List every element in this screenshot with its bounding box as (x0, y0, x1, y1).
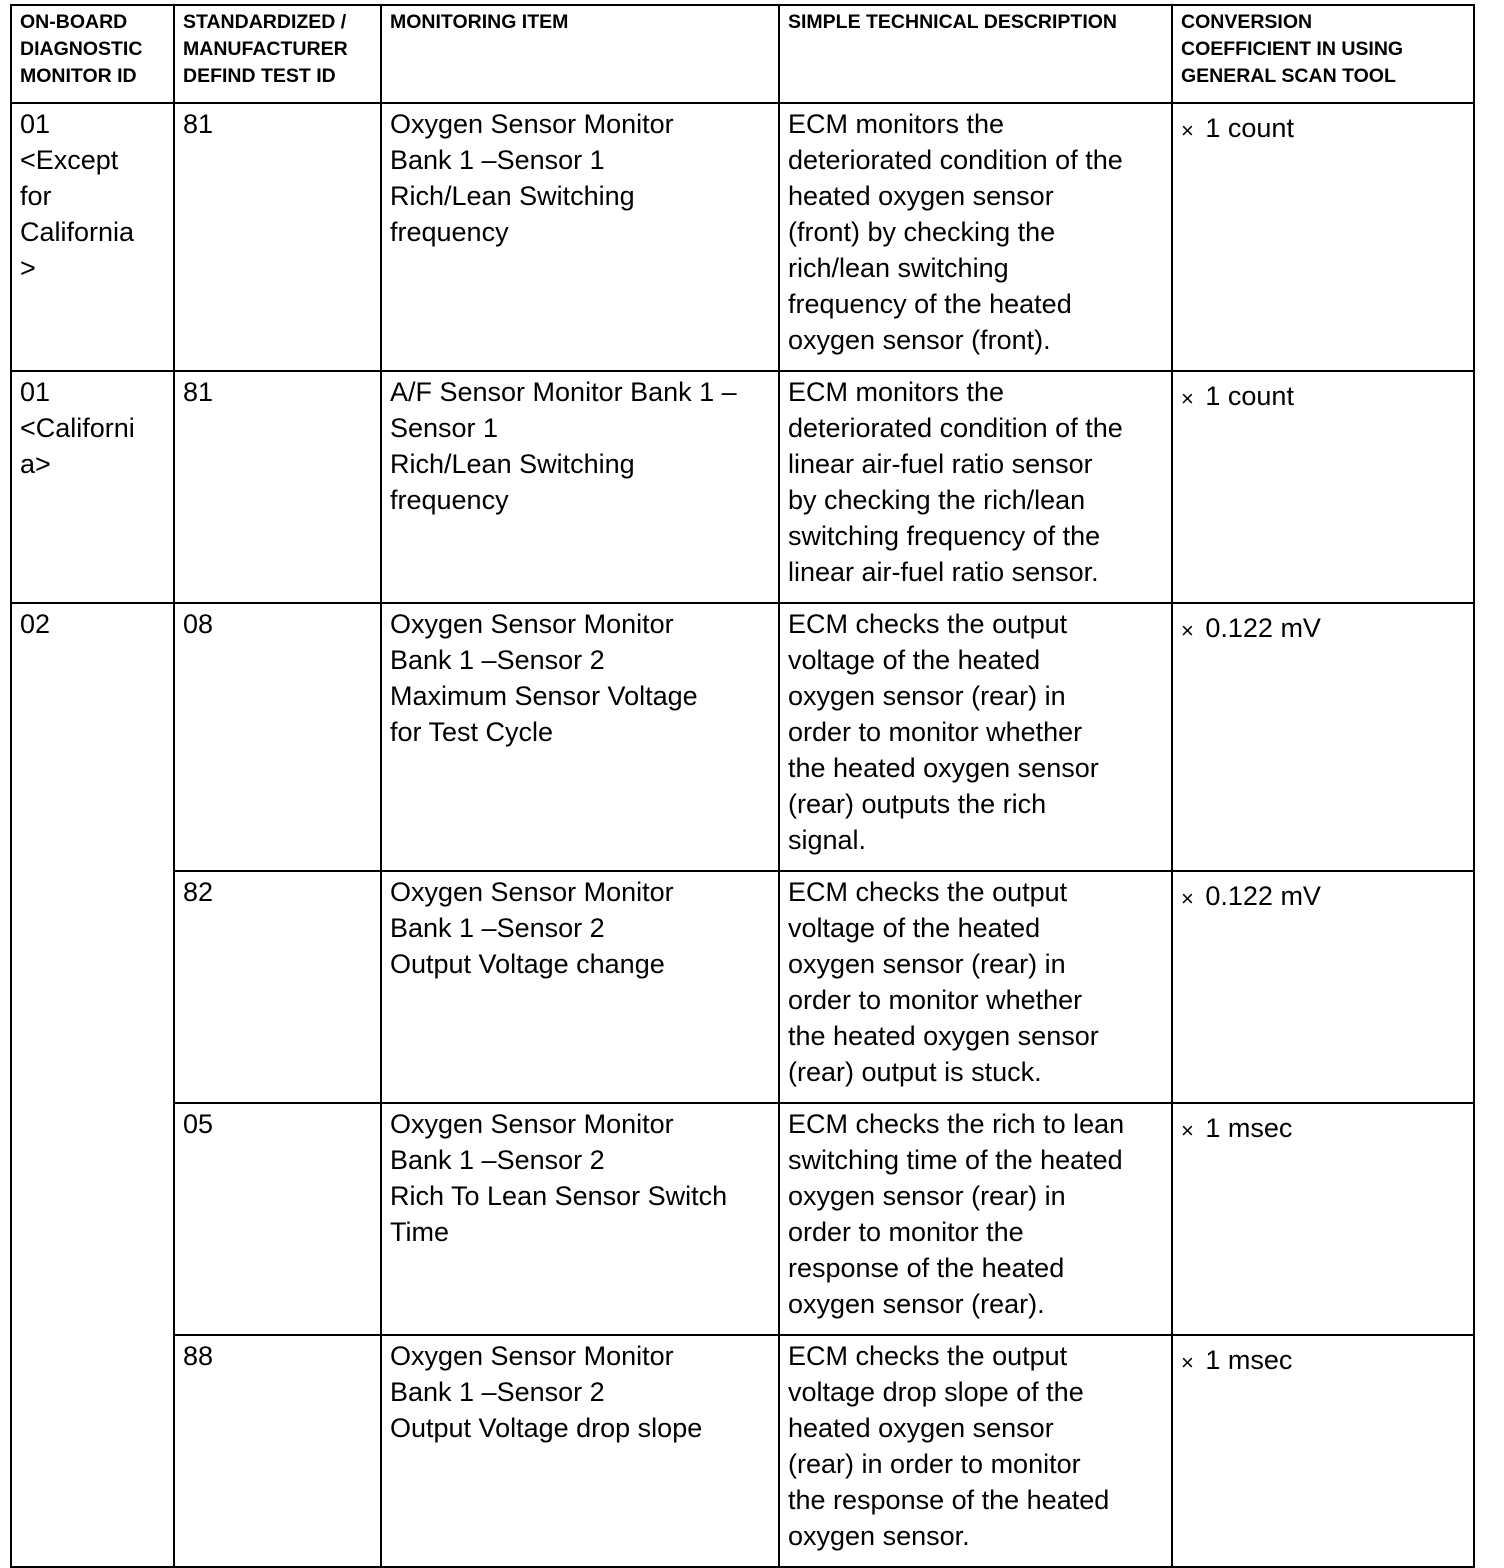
table-row (11, 371, 1474, 603)
test-id-cell: 82 (174, 871, 381, 1103)
description-cell: ECM checks the output voltage of the heated oxygen sensor (rear) in order to monitor whether the heated oxygen sensor (rear) output is stuck. (779, 871, 1172, 1103)
table-row (11, 1335, 1474, 1567)
test-id-cell: 08 (174, 603, 381, 871)
conversion-cell: × 1 msec (1172, 1335, 1474, 1567)
test-id-cell: 81 (174, 371, 381, 603)
description-cell: ECM monitors the deteriorated condition of the heated oxygen sensor (front) by checking the rich/lean switching frequency of the heated oxygen sensor (front). (779, 103, 1172, 371)
header-monitoring-item: MONITORING ITEM (381, 5, 779, 103)
times-symbol: × (1181, 118, 1194, 143)
description-cell: ECM checks the output voltage of the heated oxygen sensor (rear) in order to monitor whether the heated oxygen sensor (rear) outputs the rich signal. (779, 603, 1172, 871)
header-description: SIMPLE TECHNICAL DESCRIPTION (779, 5, 1172, 103)
header-monitor-id: ON-BOARD DIAGNOSTIC MONITOR ID (11, 5, 174, 103)
test-id-cell: 88 (174, 1335, 381, 1567)
obd-monitor-table (10, 4, 1475, 1568)
times-symbol: × (1181, 386, 1194, 411)
description-cell: ECM checks the output voltage drop slope of the heated oxygen sensor (rear) in order to monitor the response of the heated oxygen sensor. (779, 1335, 1172, 1567)
table-row (11, 1103, 1474, 1335)
times-symbol: × (1181, 618, 1194, 643)
monitor-id-cell: 01 <Californi a> (11, 371, 174, 603)
times-symbol: × (1181, 1118, 1194, 1143)
conversion-cell: × 1 msec (1172, 1103, 1474, 1335)
conversion-cell: × 1 count (1172, 371, 1474, 603)
conversion-cell: × 1 count (1172, 103, 1474, 371)
times-symbol: × (1181, 886, 1194, 911)
description-cell: ECM monitors the deteriorated condition of the linear air-fuel ratio sensor by checking the rich/lean switching frequency of the linear air-fuel ratio sensor. (779, 371, 1172, 603)
monitoring-item-cell: Oxygen Sensor Monitor Bank 1 –Sensor 2 Output Voltage drop slope (381, 1335, 779, 1567)
conversion-cell: × 0.122 mV (1172, 871, 1474, 1103)
monitor-id-cell: 02 (11, 603, 174, 1567)
table-row (11, 603, 1474, 871)
times-symbol: × (1181, 1350, 1194, 1375)
description-cell: ECM checks the rich to lean switching time of the heated oxygen sensor (rear) in order to monitor the response of the heated oxygen sensor (rear). (779, 1103, 1172, 1335)
monitoring-item-cell: Oxygen Sensor Monitor Bank 1 –Sensor 2 Maximum Sensor Voltage for Test Cycle (381, 603, 779, 871)
header-test-id: STANDARDIZED / MANUFACTURER DEFIND TEST ID (174, 5, 381, 103)
conversion-cell: × 0.122 mV (1172, 603, 1474, 871)
header-row (11, 5, 1474, 103)
monitoring-item-cell: Oxygen Sensor Monitor Bank 1 –Sensor 2 Rich To Lean Sensor Switch Time (381, 1103, 779, 1335)
table-row (11, 871, 1474, 1103)
monitoring-item-cell: Oxygen Sensor Monitor Bank 1 –Sensor 2 Output Voltage change (381, 871, 779, 1103)
test-id-cell: 05 (174, 1103, 381, 1335)
test-id-cell: 81 (174, 103, 381, 371)
table-row (11, 103, 1474, 371)
monitoring-item-cell: A/F Sensor Monitor Bank 1 – Sensor 1 Rich/Lean Switching frequency (381, 371, 779, 603)
monitor-id-cell: 01 <Except for California > (11, 103, 174, 371)
monitoring-item-cell: Oxygen Sensor Monitor Bank 1 –Sensor 1 Rich/Lean Switching frequency (381, 103, 779, 371)
header-conversion: CONVERSION COEFFICIENT IN USING GENERAL SCAN TOOL (1172, 5, 1474, 103)
